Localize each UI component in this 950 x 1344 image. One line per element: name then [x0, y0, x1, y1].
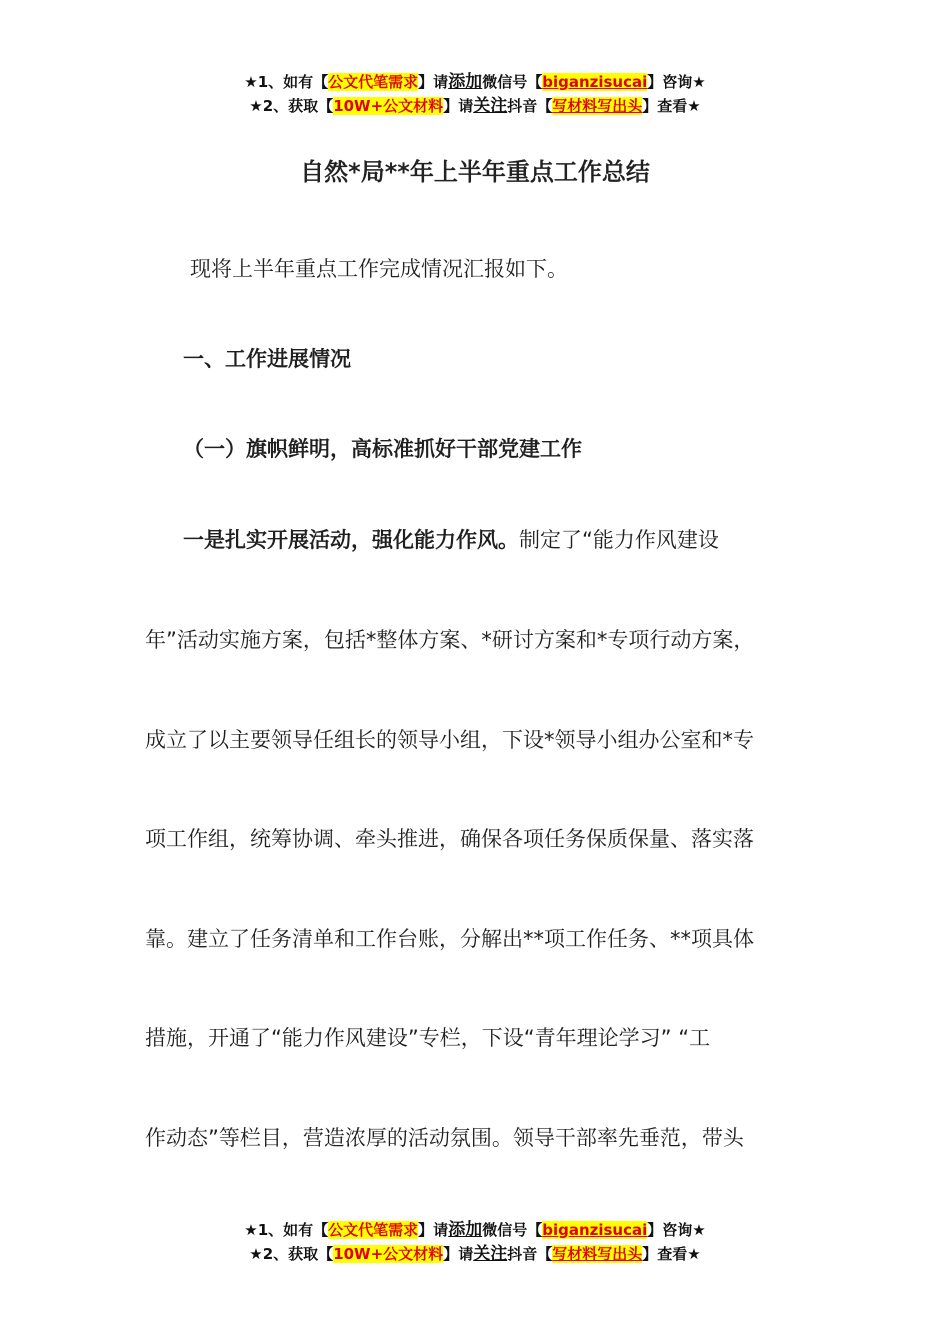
highlight-materials: 10W+公文材料 — [333, 97, 444, 115]
body-line: 措施，开通了“能力作风建设”专栏，下设“青年理论学习” “工 — [145, 1026, 711, 1050]
body-line: 一是扎实开展活动，强化能力作风。制定了“能力作风建设 — [183, 528, 719, 552]
wechat-id-link[interactable]: biganzisucai — [542, 1221, 648, 1239]
highlight-writing-service: 公文代笔需求 — [328, 73, 419, 91]
bottom-banner — [0, 1218, 950, 1266]
intro-paragraph: 现将上半年重点工作完成情况汇报如下。 — [190, 257, 568, 281]
body-line: 作动态”等栏目，营造浓厚的活动氛围。领导干部率先垂范，带头 — [145, 1126, 744, 1150]
banner-line-1: ★1、如有【公文代笔需求】请添加微信号【biganzisucai】咨询★ — [244, 72, 706, 92]
banner-line-2: ★2、获取【10W+公文材料】请关注抖音【写材料写出头】查看★ — [249, 1244, 701, 1264]
highlight-materials: 10W+公文材料 — [333, 1245, 444, 1263]
point-lead: 一是扎实开展活动，强化能力作风。 — [183, 528, 519, 552]
body-line: 年”活动实施方案，包括*整体方案、*研讨方案和*专项行动方案， — [145, 628, 755, 652]
douyin-account-link[interactable]: 写材料写出头 — [552, 97, 643, 115]
banner-line-1: ★1、如有【公文代笔需求】请添加微信号【biganzisucai】咨询★ — [244, 1220, 706, 1240]
body-line: 项工作组，统筹协调、牵头推进，确保各项任务保质保量、落实落 — [145, 827, 754, 851]
section-heading: 一、工作进展情况 — [183, 347, 351, 371]
top-banner — [0, 70, 950, 118]
document-title: 自然*局**年上半年重点工作总结 — [300, 158, 650, 186]
douyin-account-link[interactable]: 写材料写出头 — [552, 1245, 643, 1263]
wechat-id-link[interactable]: biganzisucai — [542, 73, 648, 91]
body-line: 成立了以主要领导任组长的领导小组，下设*领导小组办公室和*专 — [145, 728, 754, 752]
highlight-writing-service: 公文代笔需求 — [328, 1221, 419, 1239]
subsection-heading: （一）旗帜鲜明，高标准抓好干部党建工作 — [183, 437, 582, 461]
banner-line-2: ★2、获取【10W+公文材料】请关注抖音【写材料写出头】查看★ — [249, 96, 701, 116]
body-line: 靠。建立了任务清单和工作台账，分解出**项工作任务、**项具体 — [145, 927, 754, 951]
